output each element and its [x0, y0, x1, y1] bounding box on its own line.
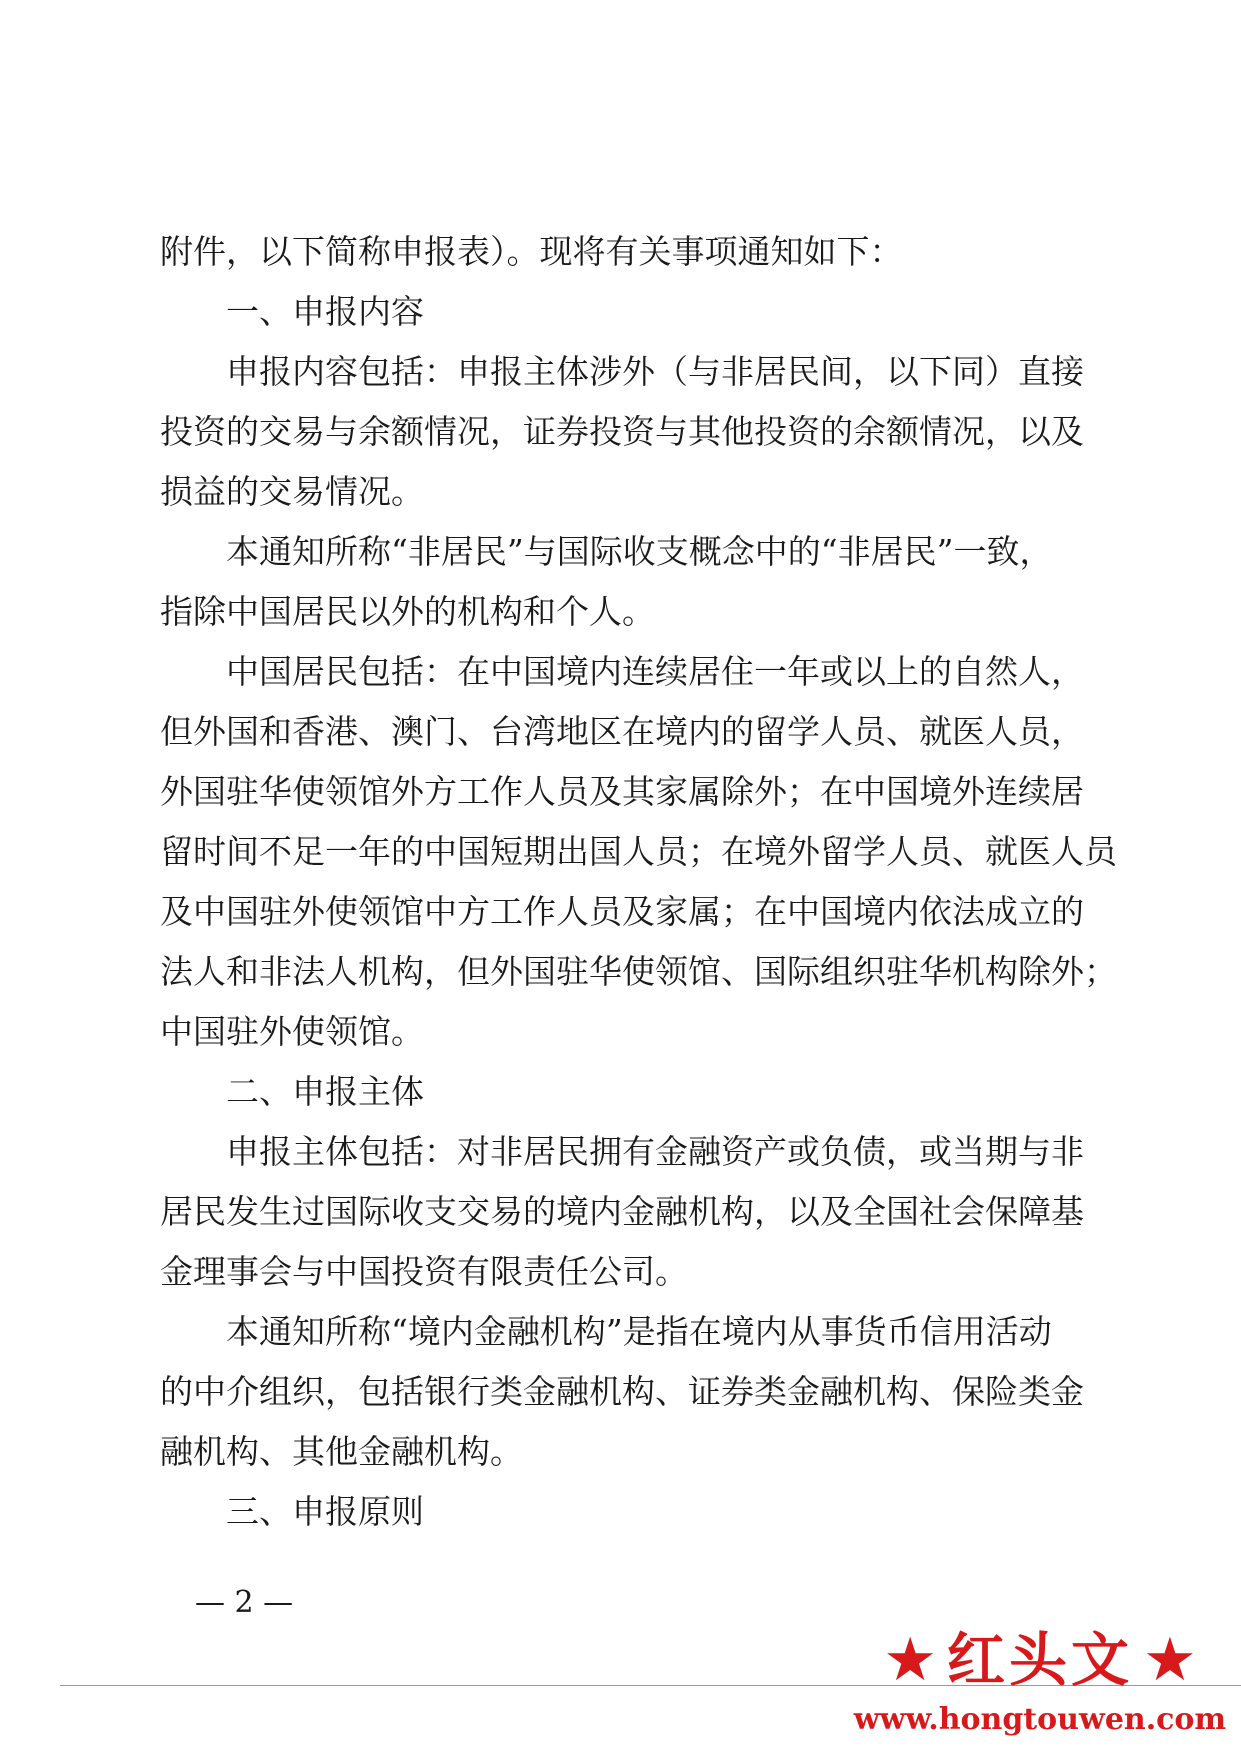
text-line: 的中介组织，包括银行类金融机构、证券类金融机构、保险类金 — [160, 1372, 1084, 1411]
text-line: 但外国和香港、澳门、台湾地区在境内的留学人员、就医人员， — [160, 712, 1084, 751]
text-line: 三、申报原则 — [226, 1492, 424, 1531]
text-line: 申报内容包括：申报主体涉外（与非居民间，以下同）直接 — [226, 352, 1084, 391]
text-line: 中国居民包括：在中国境内连续居住一年或以上的自然人， — [226, 652, 1084, 691]
watermark-logo — [850, 1620, 1230, 1750]
star-icon-left: ★ — [883, 1625, 937, 1695]
text-line: 损益的交易情况。 — [160, 472, 424, 511]
watermark-text: 红头文 — [946, 1626, 1133, 1694]
text-line: 本通知所称“非居民”与国际收支概念中的“非居民”一致， — [226, 532, 1053, 571]
page-number: — 2 — — [195, 1585, 294, 1620]
star-icon-right: ★ — [1143, 1625, 1197, 1695]
text-line: 中国驻外使领馆。 — [160, 1012, 424, 1051]
text-line: 投资的交易与余额情况，证券投资与其他投资的余额情况，以及 — [160, 412, 1084, 451]
text-line: 法人和非法人机构，但外国驻华使领馆、国际组织驻华机构除外； — [160, 952, 1117, 991]
text-line: 附件，以下简称申报表）。现将有关事项通知如下： — [160, 232, 903, 271]
watermark-url: www.hongtouwen.com — [853, 1702, 1227, 1737]
text-line: 外国驻华使领馆外方工作人员及其家属除外；在中国境外连续居 — [160, 772, 1084, 811]
text-line: 留时间不足一年的中国短期出国人员；在境外留学人员、就医人员 — [160, 832, 1117, 871]
text-line: 居民发生过国际收支交易的境内金融机构，以及全国社会保障基 — [160, 1192, 1084, 1231]
text-line: 及中国驻外使领馆中方工作人员及家属；在中国境内依法成立的 — [160, 892, 1084, 931]
text-line: 金理事会与中国投资有限责任公司。 — [160, 1252, 688, 1291]
body-text — [160, 222, 1117, 1542]
text-line: 二、申报主体 — [226, 1072, 424, 1111]
text-line: 申报主体包括：对非居民拥有金融资产或负债，或当期与非 — [226, 1132, 1084, 1171]
text-line: 指除中国居民以外的机构和个人。 — [160, 592, 655, 631]
watermark-title — [850, 1620, 1230, 1700]
text-line: 一、申报内容 — [226, 292, 424, 331]
text-line: 本通知所称“境内金融机构”是指在境内从事货币信用活动 — [226, 1312, 1052, 1351]
text-line: 融机构、其他金融机构。 — [160, 1432, 523, 1471]
